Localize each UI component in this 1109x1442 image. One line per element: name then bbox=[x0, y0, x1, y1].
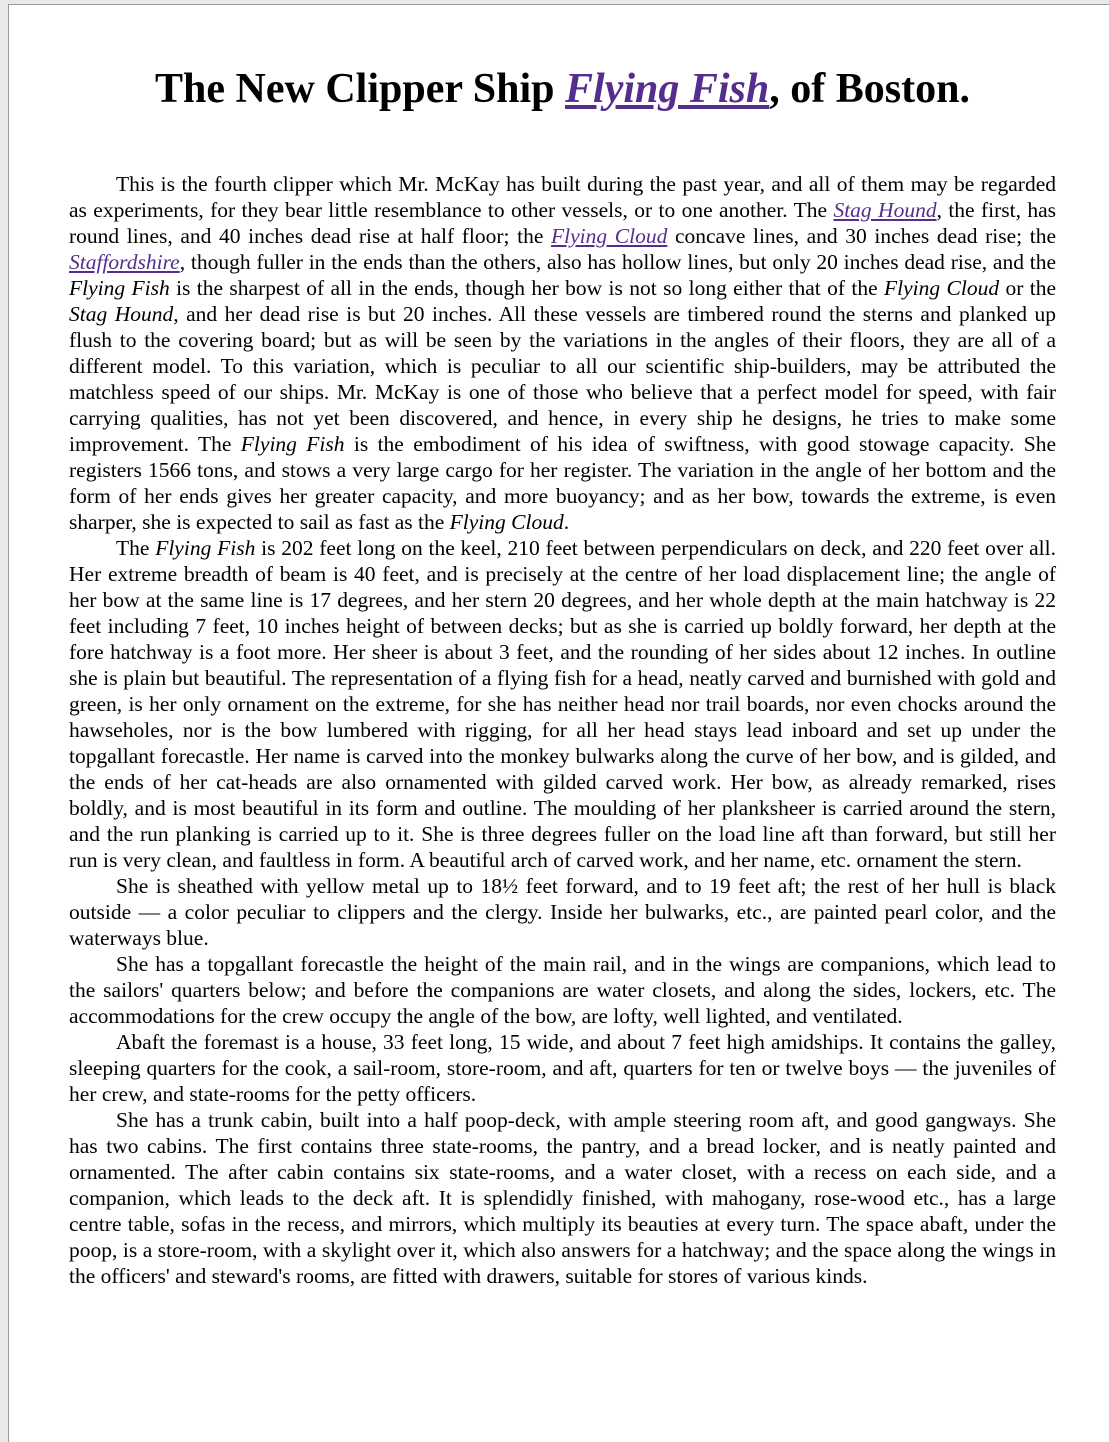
link-text: Flying Cloud bbox=[551, 224, 668, 248]
link-flying-cloud[interactable] bbox=[551, 224, 667, 248]
paragraph bbox=[69, 951, 1056, 1029]
body-text: , the first, has round lines, and 40 inches dead rise at half floor; the bbox=[69, 198, 1057, 248]
body-text: is the embodiment of his idea of swiftness, with good stowage capacity. She registers 1566 tons, and stows a very large cargo for her register. The variation in the angle of her bottom and the form of her ends gives her greater capacity, and more buoyancy; and as her bow, towards the extreme, is even sharper, she is expected to sail as fast as the bbox=[69, 432, 1056, 534]
body-text: is the sharpest of all in the ends, though her bow is not so long either that of the bbox=[169, 276, 885, 300]
italic-text: Stag Hound bbox=[69, 302, 174, 326]
document-title bbox=[69, 63, 1056, 115]
document-page bbox=[8, 4, 1109, 1442]
italic-text: Flying Fish bbox=[155, 536, 256, 560]
title-text-prefix: The New Clipper Ship bbox=[155, 66, 566, 112]
body-text: , though fuller in the ends than the others, also has hollow lines, but only 20 inches dead rise, and the bbox=[179, 250, 1056, 274]
body-text: . bbox=[563, 510, 570, 534]
body-text: She has a trunk cabin, built into a half poop-deck, with ample steering room aft, and good gangways. She has two cabins. The first contains three state-rooms, the pantry, and a bread locker, and is neatly painted and ornamented. The after cabin contains six state-rooms, and a water closet, with a recess on each side, and a companion, which leads to the deck aft. It is splendidly finished, with mahogany, rose-wood etc., has a large centre table, sofas in the recess, and mirrors, which multiply its beauties at every turn. The space abaft, under the poop, is a store-room, with a skylight over it, which also answers for a hatchway; and the space along the wings in the officers' and steward's rooms, are fitted with drawers, suitable for stores of various kinds. bbox=[69, 1108, 1056, 1288]
link-staffordshire[interactable] bbox=[69, 250, 180, 274]
italic-text: Flying Cloud bbox=[884, 276, 1000, 300]
paragraph bbox=[69, 171, 1056, 535]
paragraph bbox=[69, 1107, 1056, 1289]
paragraph bbox=[69, 1029, 1056, 1107]
link-stag-hound[interactable] bbox=[833, 198, 936, 222]
paragraph bbox=[69, 535, 1056, 873]
body-text: This is the fourth clipper which Mr. McKay has built during the past year, and all of them may be regarded as experiments, for they bear little resemblance to other vessels, or to one another. The bbox=[69, 172, 1056, 222]
body-text: The bbox=[116, 536, 156, 560]
body-text: Abaft the foremast is a house, 33 feet long, 15 wide, and about 7 feet high amidships. It contains the galley, sleeping quarters for the cook, a sail-room, store-room, and aft, quarters for ten or twelve boys — the juveniles of her crew, and state-rooms for the petty officers. bbox=[69, 1030, 1056, 1106]
body-text: , and her dead rise is but 20 inches. All these vessels are timbered round the sterns and planked up flush to the covering board; but as will be seen by the variations in the angles of their floors, they are all of a different model. To this variation, which is peculiar to all our scientific ship-builders, may be attributed the matchless speed of our ships. Mr. McKay is one of those who believe that a perfect model for speed, with fair carrying qualities, has not yet been discovered, and hence, in every ship he designs, he tries to make some improvement. The bbox=[69, 302, 1056, 456]
title-link-flying-fish[interactable] bbox=[565, 66, 769, 112]
italic-text: Flying Cloud bbox=[449, 510, 564, 534]
link-text: Stag Hound bbox=[833, 198, 937, 222]
body-text: is 202 feet long on the keel, 210 feet between perpendiculars on deck, and 220 feet over all. Her extreme breadth of beam is 40 feet, and is precisely at the centre of her load displacement line; the angle of her bow at the same line is 17 degrees, and her stern 20 degrees, and her whole depth at the main hatchway is 22 feet including 7 feet, 10 inches height of between decks; but as she is carried up boldly forward, her depth at the fore hatchway is a foot more. Her sheer is about 3 feet, and the rounding of her sides about 12 inches. In outline she is plain but beautiful. The representation of a flying fish for a head, neatly carved and burnished with gold and green, is her only ornament on the extreme, for she has neither head nor trail boards, nor even chocks around the hawseholes, nor is the bow lumbered with rigging, for all her head stays lead inboard and set up under the topgallant forecastle. Her name is carved into the monkey bulwarks along the curve of her bow, and is gilded, and the ends of her cat-heads are also ornamented with gilded carved work. Her bow, as already remarked, rises boldly, and is most beautiful in its form and outline. The moulding of her planksheer is carried around the stern, and the run planking is carried up to it. She is three degrees fuller on the load line aft than forward, but still her run is very clean, and faultless in form. A beautiful arch of carved work, and her name, etc. ornament the stern. bbox=[69, 536, 1056, 872]
title-text-suffix: , of Boston. bbox=[769, 66, 970, 112]
italic-text: Flying Fish bbox=[240, 432, 345, 456]
body-text: or the bbox=[999, 276, 1056, 300]
document-body bbox=[69, 171, 1056, 1289]
body-text: She is sheathed with yellow metal up to 18½ feet forward, and to 19 feet aft; the rest of her hull is black outside — a color peculiar to clippers and the clergy. Inside her bulwarks, etc., are painted pearl color, and the waterways blue. bbox=[69, 874, 1056, 950]
title-link-text: Flying Fish bbox=[565, 66, 770, 112]
link-text: Staffordshire bbox=[69, 250, 180, 274]
paragraph bbox=[69, 873, 1056, 951]
body-text: concave lines, and 30 inches dead rise; the bbox=[667, 224, 1057, 248]
italic-text: Flying Fish bbox=[69, 276, 170, 300]
body-text: She has a topgallant forecastle the height of the main rail, and in the wings are companions, which lead to the sailors' quarters below; and before the companions are water closets, and along the sides, lockers, etc. The accommodations for the crew occupy the angle of the bow, are lofty, well lighted, and ventilated. bbox=[69, 952, 1056, 1028]
